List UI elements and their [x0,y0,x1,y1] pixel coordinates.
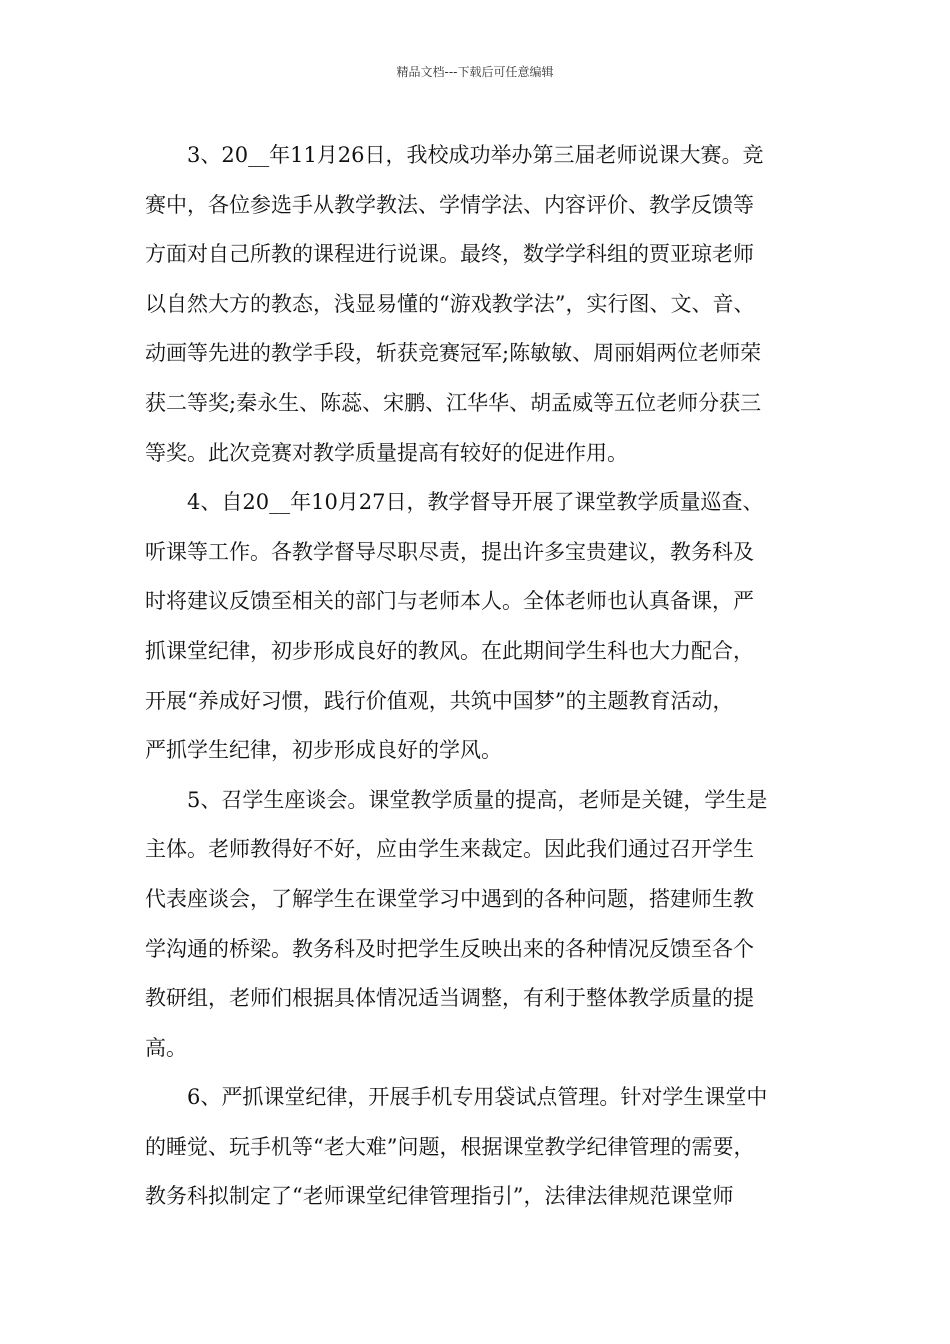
paragraph-5-line-4: 学沟通的桥梁。教务科及时把学生反映出来的各种情况反馈至各个 [145,936,754,961]
document-body [145,131,815,1222]
paragraph-4-line-1: 4、自20__年10月27日，教学督导开展了课堂教学质量巡查、 [187,490,764,515]
paragraph-6-line-3: 教务科拟制定了“老师课堂纪律管理指引”，法律法律规范课堂师 [145,1184,734,1209]
paragraph-4-line-3: 时将建议反馈至相关的部门与老师本人。全体老师也认真备课，严 [145,589,754,614]
paragraph-4-line-4: 抓课堂纪律，初步形成良好的教风。在此期间学生科也大力配合， [145,638,754,663]
paragraph-3-line-7: 等奖。此次竞赛对教学质量提高有较好的促进作用。 [145,440,628,465]
page-header: 精品文档---下载后可任意编辑 [396,65,554,79]
paragraph-3-line-5: 动画等先进的教学手段，斩获竞赛冠军;陈敏敏、周丽娟两位老师荣 [145,341,762,366]
paragraph-5-line-5: 教研组，老师们根据具体情况适当调整，有利于整体教学质量的提 [145,986,754,1011]
paragraph-4-line-6: 严抓学生纪律，初步形成良好的学风。 [145,738,502,763]
paragraph-3-line-3: 方面对自己所教的课程进行说课。最终，数学学科组的贾亚琼老师 [145,242,754,267]
paragraph-5-line-2: 主体。老师教得好不好，应由学生来裁定。因此我们通过召开学生 [145,837,754,862]
paragraph-3-line-2: 赛中，各位参选手从教学教法、学情学法、内容评价、教学反馈等 [145,192,754,217]
paragraph-4-line-2: 听课等工作。各教学督导尽职尽责，提出许多宝贵建议，教务科及 [145,539,754,564]
paragraph-5-line-6: 高。 [145,1035,187,1060]
paragraph-3-line-4: 以自然大方的教态，浅显易懂的“游戏教学法”，实行图、文、音、 [145,291,755,316]
paragraph-5-line-3: 代表座谈会，了解学生在课堂学习中遇到的各种问题，搭建师生教 [145,886,754,911]
paragraph-6-line-1: 6、严抓课堂纪律，开展手机专用袋试点管理。针对学生课堂中 [187,1085,768,1110]
paragraph-4-line-5: 开展“养成好习惯，践行价值观，共筑中国梦”的主题教育活动， [145,688,734,713]
paragraph-6-line-2: 的睡觉、玩手机等“老大难”问题，根据课堂教学纪律管理的需要， [145,1134,755,1159]
paragraph-3-line-6: 获二等奖;秦永生、陈蕊、宋鹏、江华华、胡孟威等五位老师分获三 [145,390,762,415]
paragraph-5-line-1: 5、召学生座谈会。课堂教学质量的提高，老师是关键，学生是 [187,787,768,812]
paragraph-3-line-1: 3、20__年11月26日，我校成功举办第三届老师说课大赛。竞 [187,143,764,167]
